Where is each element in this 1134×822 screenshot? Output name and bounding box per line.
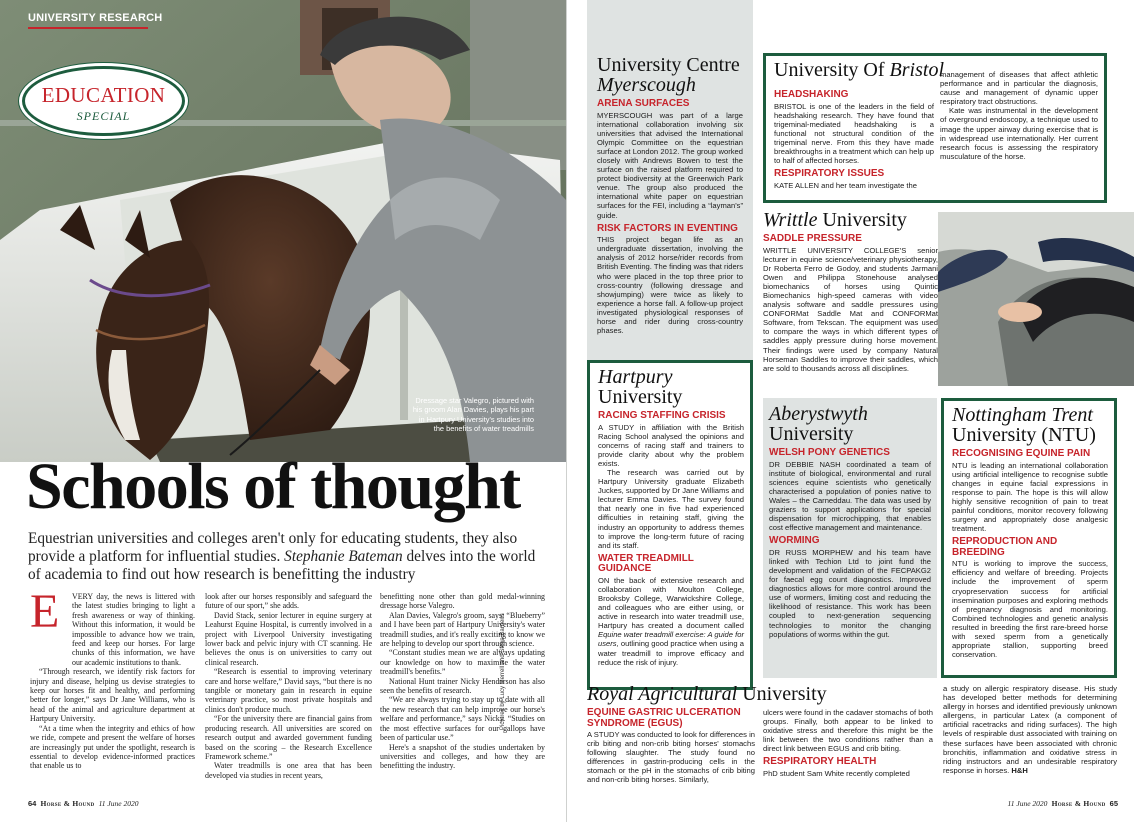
ntu-section: Nottingham Trent University (NTU) RECOGNISING EQUINE PAIN NTU is leading an international collaboration using artificial intelligence to recognise subtle changes in equine facial expressions in response to pain. The hope is this will allow highly sensitive recognition of pain to treat painful conditions, monitor recovery following surgery and appropriately dose analgesic treatment. REPRODUCTION AND BREEDING NTU is working to improve the success, efficiency and welfare of breeding. Projects include the improvement of sperm cryopreservation success for artificial insemination purposes and exploring methods of pregnancy diagnosis and monitoring. Combined technologies and genetic analysis resulted in breeding the first rare-breed horse with sexed sperm from a genetically appropriate stallion, supporting breed conservation. bbox=[941, 398, 1117, 678]
rau-section: Royal Agricultural University EQUINE GASTRIC ULCERATION SYNDROME (EGUS) A STUDY was conducted to look for differences in crib biting and non-crib biting horses' stomachs following slaughter. The study found no differences in gastrin-producing cells in the stomach or the pH in the stomachs of crib biting and non-crib biting horses. Similarly, ulcers were found in the cadaver stomachs of both groups. Finally, both appear to be linked to oxidative stress and therefore this might be the link between the two conditions rather than a direct link between EGUS and crib biting. RESPIRATORY HEALTH PhD student Sam White recently completed a study on allergic respiratory disease. His study has developed better methods for determining allergy in horses and identified previously unknown allergens, in particular Latex (a component of artificial racetracks and riding surfaces). The high levels of respirable dust associated with training on these surfaces have been associated with chronic bronchitis, inflammation and oxidative stress in riding instructors and an undesirable respiratory response in horses. H&H bbox=[587, 684, 1121, 796]
writtle-title: Writtle University bbox=[763, 210, 907, 231]
body-column-2: look after our horses responsibly and safeguard the future of our sport,” she adds. David Stack, senior lecturer in equine surgery at Leahurst Equine Hospital, is currently involved in a project with Liverpool University investigating lower back and pelvic injury with CT scanning. He believes the onus is on universities to carry out clinical research. “Research is essential to improving veterinary care and horse welfare,” David says, “but there is no tangible or monetary gain in research in equine veterinary practice, so most private hospitals and clinics don't produce much. “For the university there are financial gains from producing research. All universities are scored on research output and awarded government funding based on the scoring – the Research Excellence Framework scheme.” Water treadmills is one area that has been developed via studies in recent years, bbox=[205, 592, 372, 780]
body-column-1: VERY day, the news is littered with the latest studies bringing to light a fresh awareness or way of thinking. Without this information, it would be impossible to advance how we train, feed and keep our horses. For large chunks of this information, we have our academic institutions to thank. “Through research, we identify risk factors for injury and disease, helping us devise strategies to keep our horses fit and healthy, and performing better for longer,” says Dr Jane Williams, who is head of the animal and agriculture department at Hartpury University. “At a time when the integrity and ethics of how we ride, compete and present the welfare of horses are increasingly put under the spotlight, research is essential to develop evidence-informed practices that enable us to bbox=[30, 592, 195, 771]
section-label: UNIVERSITY RESEARCH bbox=[28, 12, 162, 29]
saddle-photo bbox=[938, 212, 1134, 386]
right-footer: 11 June 2020 Horse & Hound 65 bbox=[1007, 799, 1118, 808]
photo-caption: Dressage star Valegro, pictured with his groom Alan Davies, plays his part in Hartpury University's studies into the benefits of water treadmills bbox=[412, 396, 534, 433]
left-page bbox=[0, 0, 566, 822]
left-footer: 64 Horse & Hound 11 June 2020 bbox=[28, 799, 139, 808]
headline: Schools of thought bbox=[26, 450, 520, 523]
standfirst: Equestrian universities and colleges aren't only for educating students, they also provide a platform for influential studies. Stephanie Bateman delves into the world of academia to find out how research is benefitting the industry bbox=[28, 530, 536, 583]
hh-sign: H&H bbox=[1011, 765, 1028, 775]
bristol-section: University Of Bristol HEADSHAKING BRISTOL is one of the leaders in the field of headshaking research. They have found that trigeminal-mediated headshaking is a functional not structural condition of the trigeminal nerve. From this they have made breakthroughs in a treatment which can help up to half of affected horses. RESPIRATORY ISSUES KATE ALLEN and her team investigate the management of diseases that affect athletic performance and in particular the diagnosis, cause and management of dynamic upper respiratory tract obstructions. Kate was instrumental in the development of overground endoscopy, a technique used to image the upper airway during exercise that is in widespread use internationally. Her current research focus is assessing the respiratory musculature of the horse. bbox=[763, 53, 1107, 203]
dropcap: E bbox=[30, 585, 60, 638]
myerscough-section: University Centre Myerscough ARENA SURFACES MYERSCOUGH was part of a large international collaboration involving six universities that advised the International Olympic Committee on the equestrian surface at London 2012. The group worked closely with Andrews Bowen to test the surface on the raised platform required to protect biodiversity at the Greenwich Park venue. The group also produced the international white paper on equestrian surfaces for the FEI, including a “layman's” guide. RISK FACTORS IN EVENTING THIS project began life as an undergraduate dissertation, involving the analysis of 2012 horse/rider records from British Eventing. The finding was that riders who were placed in the top three prior to cross-country (following dressage and showjumping) were twice as likely to experience a horse fall. A follow-up project investigated physiological responses of horse and rider during cross-country phases. bbox=[587, 0, 753, 370]
aberystwyth-section: Aberystwyth University WELSH PONY GENETICS DR DEBBIE NASH coordinated a team of institute of biological, environmental and rural sciences equine scientists who genetically characterised a population of ponies native to Wales – the Carneddau. The data was used by graziers to support applications for special dispensation for microchipping, that enables cost effective management and maintenance. WORMING DR RUSS MORPHEW and his team have linked with Techion Ltd to joint fund the development and validation of the FECPAKG2 for faecal egg count diagnostics. Improved diagnostics allows for more control around the use of wormers, limiting cost and reducing the likelihood of resistance. This work has been coupled to next-generation sequencing technologies to monitor the changing populations of worms within the gut. bbox=[763, 398, 937, 678]
ntu-title: Nottingham Trent University (NTU) bbox=[952, 404, 1096, 446]
body-column-3: benefitting none other than gold medal-winning dressage horse Valegro. Alan Davies, Valegro's groom, says: “Blueberry” and I have been part of Hartpury University's water treadmill studies, and it's really exciting to know we are helping to develop our sport through science. “Constant studies mean we are always updating our knowledge on how to maximise the water treadmill's benefits.” National Hunt trainer Nicky Henderson has also seen the benefits of research. “We are always trying to stay up to date with all the new research that can help improve our horse's welfare and performance,” says Nicky. “Studies on the most effective surfaces for our gallops have been of particular use.” Here's a snapshot of the studies undertaken by universities and colleges, and how they are benefitting the industry. bbox=[380, 592, 545, 771]
rau-title: Royal Agricultural University bbox=[587, 684, 827, 705]
myerscough-title: University Centre Myerscough bbox=[597, 54, 740, 96]
author-name: Stephanie Bateman bbox=[284, 547, 403, 565]
right-page bbox=[567, 0, 1134, 822]
writtle-section: Writtle University SADDLE PRESSURE WRITTLE UNIVERSITY COLLEGE'S senior lecturer in equine science/veterinary physiotherapy, Dr Roberta Ferro de Godoy, and students Jarmani Owen and Philippa Stonehouse analysed biomechanics of horses using Quintic Biomechanics high-speed cameras with video analysis software and saddle pressures using CONFORMat Saddle Mat and CONFORMat Software, from Tekscan. The equipment was used to compare the ways in which different types of saddles apply pressure during horse movement. Their findings were used by company Natural Horseman Saddles to improve their saddles, which are sold to thousands across all disciplines. bbox=[763, 210, 938, 373]
education-special-badge: EDUCATION SPECIAL bbox=[22, 66, 185, 136]
hartpury-title: Hartpury University bbox=[598, 366, 683, 408]
hartpury-section: Hartpury University RACING STAFFING CRISIS A STUDY in affiliation with the British Racing School analysed the opinions and concerns of racing staff and trainers to provide clarity about why the problem exists. The research was carried out by Hartpury University graduate Elizabeth Juckes, supported by Dr Jane Williams and lecturer Emma Davies. The survey found that nearly one in five had experienced difficulties in retaining staff, giving the industry an opportunity to address themes to improve the long-term future of racing and its staff. WATER TREADMILL GUIDANCE ON the back of extensive research and collaboration with Moulton College, Brooksby College, Warwickshire College, and colleagues who are either using, or active in research into water treadmill use, Hartpury has created a document called Equine water treadmill exercise: A guide for users, outlining good practice when using a water treadmill to improve efficacy and reduce the risk of injury. bbox=[587, 360, 753, 690]
bristol-title: University Of Bristol bbox=[774, 59, 944, 81]
photo-credit: Pictures by Lucy Merrell and Steve Bardens bbox=[500, 613, 506, 730]
aberystwyth-title: Aberystwyth University bbox=[769, 403, 868, 445]
